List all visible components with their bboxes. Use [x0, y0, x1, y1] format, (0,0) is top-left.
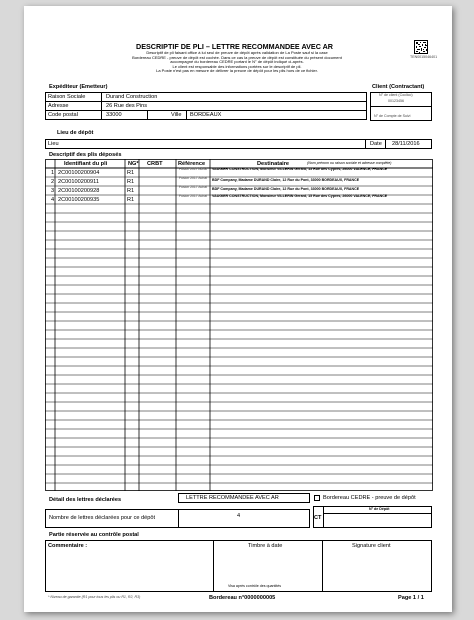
compte-suivi-label: N° de Compte de Suivi [374, 114, 411, 118]
destinataire-note: (Nom prénom ou raison sociale et adresse complète) [307, 161, 392, 165]
ville-label: Ville [171, 112, 182, 118]
pli-reference: Fusion 2017 Achat [179, 176, 208, 180]
summary-heading: Détail des lettres déclarées [49, 497, 122, 503]
expediteur-heading: Expéditeur (Emetteur) [49, 84, 108, 90]
divider [178, 509, 179, 528]
letter-type-value: LETTRE RECOMMANDEE AVEC AR [186, 495, 279, 501]
notice-line: Le client est responsable des informations portées sur le descriptif de pli. [172, 63, 302, 69]
cedre-label: Bordereau CEDRE - preuve de dépôt [323, 495, 416, 501]
commentaire-label: Commentaire : [48, 543, 88, 549]
datamatrix-code [414, 40, 428, 54]
date-label: Date [370, 141, 382, 147]
pli-reference: Fusion 2017 Achat [179, 185, 208, 189]
footer-note: * Niveau de garantie (R1 pour tous les plis ou R1, R2, R3) [48, 595, 141, 599]
pli-ng: R1 [127, 179, 135, 185]
document-page [24, 6, 452, 612]
pli-destinataire: BDF Company, Madame DURAND Claire, 12 Rue du Pont, 33000 BORDEAUX, FRANCE [212, 178, 360, 182]
pli-reference: Fusion 2017 Achat [179, 167, 208, 171]
pli-destinataire: VAUGIER CONSTRUCTION, Monsieur VILLERIN Gerard, 15 Rue des Cypres, 26000 VALENCE, FRANCE [212, 194, 388, 198]
divider [213, 540, 214, 592]
pli-identifier: 2C00100200911 [58, 179, 99, 185]
code-postal-value: 33000 [106, 112, 122, 118]
pli-reference: Fusion 2017 Achat [179, 194, 208, 198]
plis-table-grid [45, 159, 433, 491]
document-title: DESCRIPTIF DE PLI – LETTRE RECOMMANDEE AVEC AR [136, 42, 334, 51]
qr-caption: TEN0015046401 [410, 55, 438, 59]
signature-label: Signature client [352, 543, 391, 549]
ct-label: CT [314, 515, 322, 521]
raison-sociale-value: Durand Construction [106, 94, 158, 100]
divider [370, 106, 432, 107]
pli-identifier: 2C00100200904 [58, 170, 100, 176]
page-number: Page 1 / 1 [398, 595, 424, 601]
col-header-ng: NG* [128, 161, 139, 167]
lieu-label: Lieu [48, 141, 59, 147]
pli-destinataire: VAUGIER CONSTRUCTION, Monsieur VILLERIN Gerard, 15 Rue des Cypres, 26000 VALENCE, FRANCE [212, 167, 388, 171]
pli-identifier: 2C00100200935 [58, 197, 100, 203]
row-number: 2 [51, 179, 55, 185]
pli-destinataire: BDF Company, Madame DURAND Claire, 12 Rue du Pont, 33000 BORDEAUX, FRANCE [212, 187, 360, 191]
adresse-label: Adresse [48, 103, 69, 109]
count-value: 4 [237, 513, 241, 519]
row-number: 3 [51, 188, 55, 194]
row-number: 4 [51, 197, 55, 203]
vise-label: Visa après contrôle des quantités [228, 584, 282, 588]
notice-line: accompagné du bordereau CEDRE portant le N° de dépôt indiqué ci-après. [170, 59, 304, 65]
notice-text [102, 51, 372, 74]
col-header-crbt: CRBT [147, 161, 163, 167]
client-heading: Client (Contractant) [372, 84, 425, 90]
col-header-destinataire: Destinataire [257, 161, 290, 167]
raison-sociale-label: Raison Sociale [48, 94, 86, 100]
cedre-checkbox[interactable] [314, 495, 320, 501]
notice-line: La Poste n'est pas en mesure de délivrer la preuve de dépôt pour les plis hors de ce fichier. [156, 68, 318, 74]
pli-ng: R1 [127, 170, 135, 176]
divider [322, 540, 323, 592]
bordereau-number: Bordereau n°0000000005 [209, 595, 276, 601]
divider [385, 139, 386, 149]
pli-ng: R1 [127, 197, 135, 203]
plis-heading: Descriptif des plis déposés [49, 152, 122, 158]
client-number-value: 00123456 [388, 99, 404, 103]
divider [365, 139, 366, 149]
client-number-label: N° de client (Coclico) [379, 93, 413, 97]
divider [323, 506, 324, 528]
ville-value: BORDEAUX [190, 112, 222, 118]
code-postal-label: Code postal [48, 112, 78, 118]
depot-heading: Lieu de dépôt [57, 130, 94, 136]
pli-identifier: 2C00100200928 [58, 188, 100, 194]
row-number: 1 [51, 170, 55, 176]
reserved-heading: Partie réservée au contrôle postal [49, 532, 139, 538]
col-header-reference: Référence [178, 161, 206, 167]
divider [147, 110, 148, 120]
divider [186, 110, 187, 120]
divider [101, 92, 102, 120]
date-value: 28/11/2016 [392, 141, 420, 147]
count-label: Nombre de lettres déclarées pour ce dépôt [49, 515, 156, 521]
divider [323, 513, 432, 514]
divider [45, 101, 367, 102]
pli-ng: R1 [127, 188, 135, 194]
timbre-label: Timbre à date [248, 543, 283, 549]
notice-line: Bordereau CEDRE - preuve de dépôt est cochée. Dans ce cas la preuve de dépôt est constituée du présent document [132, 54, 342, 60]
adresse-value: 26 Rue des Pins [106, 103, 148, 109]
depot-number-label: N° de Dépôt [369, 507, 390, 511]
divider [45, 110, 367, 111]
notice-line: Descriptif de pli faisant office à lui seul de preuve de dépôt après validation de La Poste sauf si la case [146, 50, 328, 55]
col-header-identifiant: Identifiant du pli [64, 161, 108, 167]
